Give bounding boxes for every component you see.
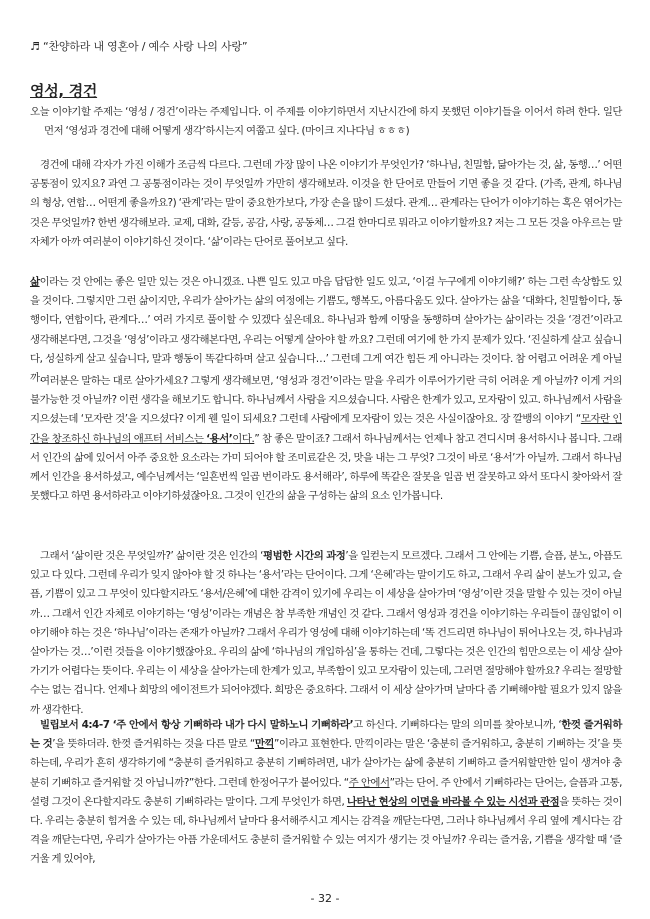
calvin-quote-end: 이다. bbox=[232, 432, 255, 445]
hope-text-a: 그래서 ‘삶이란 것은 무엇일까?’ 삶이란 것은 인간의 ‘ bbox=[40, 550, 263, 562]
in-the-lord-phrase: 주 안에서 bbox=[348, 776, 390, 789]
paragraph-intro: 오늘 이야기할 주제는 ‘영성 / 경건’이라는 주제입니다. 이 주제를 이야기하면서 지난시간에 하지 못했던 이야기들을 이어서 하려 한다. 일단 먼저 ‘영성과 경건에 대해 어떻게 생각’하시는지 여쭙고 싶다. (마이크 지나다님 ㅎㅎㅎ) bbox=[30, 106, 622, 138]
philippians-verse: 빌립보서 4:4-7 ‘주 안에서 항상 기뻐하라 내가 다시 말하노니 기뻐하라’ bbox=[40, 719, 354, 731]
mankkik-keyword: 만끽 bbox=[254, 738, 274, 751]
rejoice-text-a: 고 하신다. 기뻐하다는 말의 의미를 찾아보니까, ‘ bbox=[353, 719, 562, 731]
paragraph-hope bbox=[30, 547, 622, 720]
section-title: 영성, 경건 bbox=[30, 82, 98, 100]
paragraph-relationship: 경건에 대해 각자가 가진 이해가 조금씩 다르다. 그런데 가장 많이 나온 이야기가 무엇인가? ‘하나님, 친밀함, 닮아가는 것, 삶, 동행…’ 어떤 공통점이 있지요? 과연 그 공통점이라는 것이 무엇일까 가만히 생각해보라. 이것을 한 단어로 만들어 기면 좋을 것 같다. (가족, 관계, 하나님의 형상, 연합… 어떤게 좋을까요?) ‘관계’라는 말이 중요한가보다, 가장 손을 많이 드셨다. 관계… 관계라는 단어가 이야기하는 혹은 엮어가는 것은 무엇일까? 한번 생각해보라. 교제, 대화, 갈등, 공감, 사랑, 공동체… 그걸 한마디로 뭐라고 이야기할까요? 저는 그 모든 것을 아우르는 말 자체가 아까 여러분이 이야기하신 것이다. ‘삶’이라는 단어로 풀어보고 싶다. bbox=[30, 159, 622, 248]
calvin-quote-keyword: ‘용서’ bbox=[206, 432, 233, 445]
rejoice-text-b: ’을 뜻하더라. 한껏 즐거워하는 것을 다른 말로 “ bbox=[52, 738, 255, 751]
paragraph-rejoice bbox=[30, 716, 622, 870]
life-keyword: 삶 bbox=[30, 276, 40, 288]
rejoice-text-d: ”라는 단어. 주 안에서 기뻐하라는 단어는, 슬픔과 고통, 설령 그것이 온다할지라도 충분히 기뻐하라는 말이다. 그게 무엇인가 하면, bbox=[30, 776, 622, 808]
paragraph-forgiveness bbox=[30, 372, 622, 506]
rejoice-text-e: 을 뜻하는 것이다. 우리는 충분히 힘겨울 수 있는 데, 하나님께서 날마다 용서해주시고 계시는 감격을 깨닫는다면, 그러나 하나님께서 우리 옆에 계시다는 감격을 깨닫는다면, 우리가 살아가는 아픔 가운데서도 충분히 즐거워할 수 있는 여지가 생기는 것 아닐까? 우리는 즐거움, 기쁨을 생각할 때 ‘즐거울 게 있어야, bbox=[30, 795, 623, 866]
rejoice-definition: 한껏 즐거워하는 것 bbox=[30, 719, 622, 751]
forgiveness-text-a: 여러분은 말하는 대로 살아가세요? 그렇게 생각해보면, ‘영성과 경건’이라는 말을 우리가 이루어가기란 극히 어려운 게 아닐까? 이게 거의 불가능한 것 아닐까? 이런 생각을 해보기도 합니다. 하나님께서 사람을 지으셨습니다. 사람은 한계가 있고, 모자람이 있고. 하나님께서 사람을 지으셨는데 ‘모자란 것’을 지으셨다? 이게 웬 일이 되세요? 그런데 사람에게 모자람이 있는 것은 사실이잖아요. 장 깔뱅의 이야기 “ bbox=[30, 375, 622, 426]
page-number: - 32 - bbox=[310, 892, 340, 905]
rejoice-text-c: ”이라고 표현한다. 만끽이라는 말은 ‘충분히 즐거워하고, 충분히 기뻐하는 것’을 뜻하는데, 우리가 흔히 생각하기에 “충분히 즐거워하고 충분히 기뻐하려면, 내가 살아가는 삶에 충분히 기뻐하고 즐거워할만한 일이 생겨야 충분히 기뻐하고 즐거워할 것 아닙니까?”한다. 그런데 한정어구가 붙어있다. “ bbox=[30, 738, 622, 789]
paragraph-life bbox=[30, 273, 622, 388]
perspective-phrase: 나타난 현상의 이면을 바라볼 수 있는 시선과 관점 bbox=[346, 795, 560, 808]
ordinary-time-keyword: 평범한 시간의 과정 bbox=[263, 550, 346, 562]
life-text: 이라는 것 안에는 좋은 일만 있는 것은 아니겠죠. 나쁜 일도 있고 마음 답답한 일도 있고, ‘이걸 누구에게 이야기해?’ 하는 그런 속상함도 있을 것이다. 그렇지만 그런 삶이지만, 우리가 살아가는 삶의 여정에는 기쁨도, 행복도, 아름다움도 있다. 살아가는 삶을 ‘대화다, 친밀함이다, 동행이다, 연합이다, 관계다…’ 여러 가지로 풀이할 수 있겠다 싶은데요. 하나님과 함께 이땅을 동행하며 살아가는 삶이라는 것을 ‘경건’이라고 생각해본다면, 그것을 ‘영성’이라고 생각해본다면, 우리는 어떻게 살아야 할 까요? 그런데 여기에 한 가지 문제가 있다. ‘진실하게 살고 싶습니다, 성실하게 살고 싶습니다, 말과 행동이 똑같다하며 살고 싶습니다…’ 그런데 그게 여간 힘든 게 아니라는 것이다. 참 어렵고 어려운 게 아닐까. bbox=[30, 276, 622, 385]
calvin-quote-a: 모자란 인간을 창조하신 하나님의 애프터 서비스는 bbox=[30, 413, 623, 445]
forgiveness-text-b: ” 참 좋은 말이죠? 그래서 하나님께서는 언제나 참고 견디시며 용서하시나 봅니다. 그래서 인간의 삶에 있어서 아주 중요한 요소라는 가미 되어야 할 조미료같은 것, 맛을 내는 그 무엇? 그것이 바로 ‘용서’가 아닐까. 그래서 하나님께서 인간을 용서하셨고, 예수님께서는 ‘일흔번씩 일곱 번이라도 용서해라’, 하루에 똑같은 잘못을 일곱 번 잘못하고 와서 또다시 찾아와서 잘못했다고 하면 용서하라고 이야기하셨잖아요. 그것이 인간의 삶을 구성하는 삶의 요소 인가봅니다. bbox=[30, 432, 622, 503]
song-line: ♬ “찬양하라 내 영혼아 / 예수 사랑 나의 사랑” bbox=[30, 40, 248, 53]
hope-text-b: ’을 일컫는지 모르겠다. 그래서 그 안에는 기쁨, 슬픔, 분노, 아픔도 있고 다 있다. 그런데 우리가 잊지 않아야 할 것 하나는 ‘용서’라는 단어이다. 그게 ‘은혜’라는 말이기도 하고, 그래서 우리 삶이 분노가 있고, 슬픔, 기쁨이 있고 그 무엇이 있다할지라도 ‘용서/은혜’에 대한 감격이 있기에 우리는 이 세상을 살아가며 ‘영성’이란 것을 말할 수 있는 것이 아닐까… 그래서 인간 자체로 이야기하는 ‘영성’이라는 개념은 참 부족한 개념인 것 같다. 그래서 영성과 경건을 이야기하는 우리들이 끊임없이 이야기해야 하는 것은 ‘하나님’이라는 존재가 아닐까? 그래서 우리가 영성에 대해 이야기하는데 ‘똑 건드리면 하나님이 튀어나오는 것, 하나님과 살아가는 것…’이런 것들을 이야기했잖아요. 우리의 삶에 ‘하나님의 개입하심’을 통하는 건데, 그렇다는 것은 인간의 힘만으로는 이 세상 살아가기가 어렵다는 뜻이다. 우리는 이 세상을 살아가는데 한계가 있고, 부족함이 있고 모자람이 있는데, 그러면 절망해야 할까요? 우리는 절망할 수는 없는 겁니다. 언제나 희망의 에이전트가 되어야겠다. 희망은 중요하다. 그래서 이 세상 살아가며 날마다 좀 기뻐해야할 필요가 있지 않을까 생각한다. bbox=[30, 550, 622, 716]
